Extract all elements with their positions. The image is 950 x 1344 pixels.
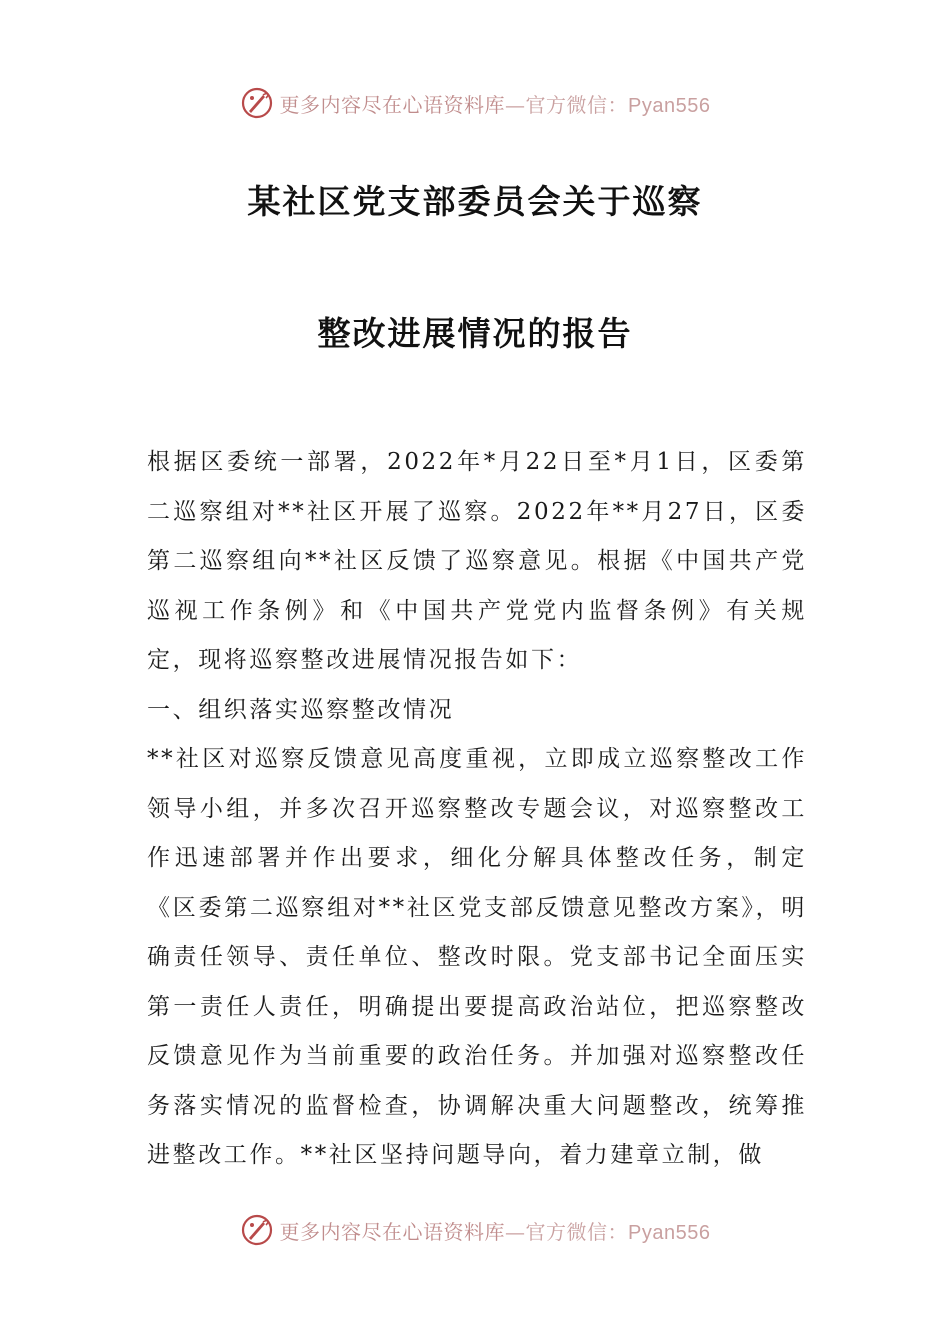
quill-pen-logo-icon (240, 1213, 274, 1247)
watermark-text: 更多内容尽在心语资料库—官方微信：Pyan556 (279, 1219, 711, 1244)
section-body-paragraph: **社区对巡察反馈意见高度重视，立即成立巡察整改工作领导小组，并多次召开巡察整改专题会议，对巡察整改工作迅速部署并作出要求，细化分解具体整改任务，制定《区委第二巡察组对**社区党支部反馈意见整改方案》，明确责任领导、责任单位、整改时限。党支部书记全面压实第一责任人责任，明确提出要提高政治站位，把巡察整改反馈意见作为当前重要的政治任务。并加强对巡察整改任务落实情况的监督检查，协调解决重大问题整改，统筹推进整改工作。**社区坚持问题导向，着力建章立制，做 (147, 746, 807, 1168)
quill-pen-logo-icon (240, 86, 274, 120)
document-title-line-2: 整改进展情况的报告 (317, 314, 633, 353)
header-watermark (0, 83, 950, 123)
intro-paragraph: 根据区委统一部署，2022年*月22日至*月1日，区委第二巡察组对**社区开展了巡察。2022年**月27日，区委第二巡察组向**社区反馈了巡察意见。根据《中国共产党巡视工作条例》和《中国共产党党内监督条例》有关规定，现将巡察整改进展情况报告如下： (147, 449, 807, 673)
document-title-line-1: 某社区党支部委员会关于巡察 (247, 182, 703, 221)
footer-watermark (0, 1210, 950, 1250)
document-body (147, 438, 807, 1181)
section-heading: 一、组织落实巡察整改情况 (147, 696, 455, 723)
watermark-text: 更多内容尽在心语资料库—官方微信：Pyan556 (279, 92, 711, 117)
